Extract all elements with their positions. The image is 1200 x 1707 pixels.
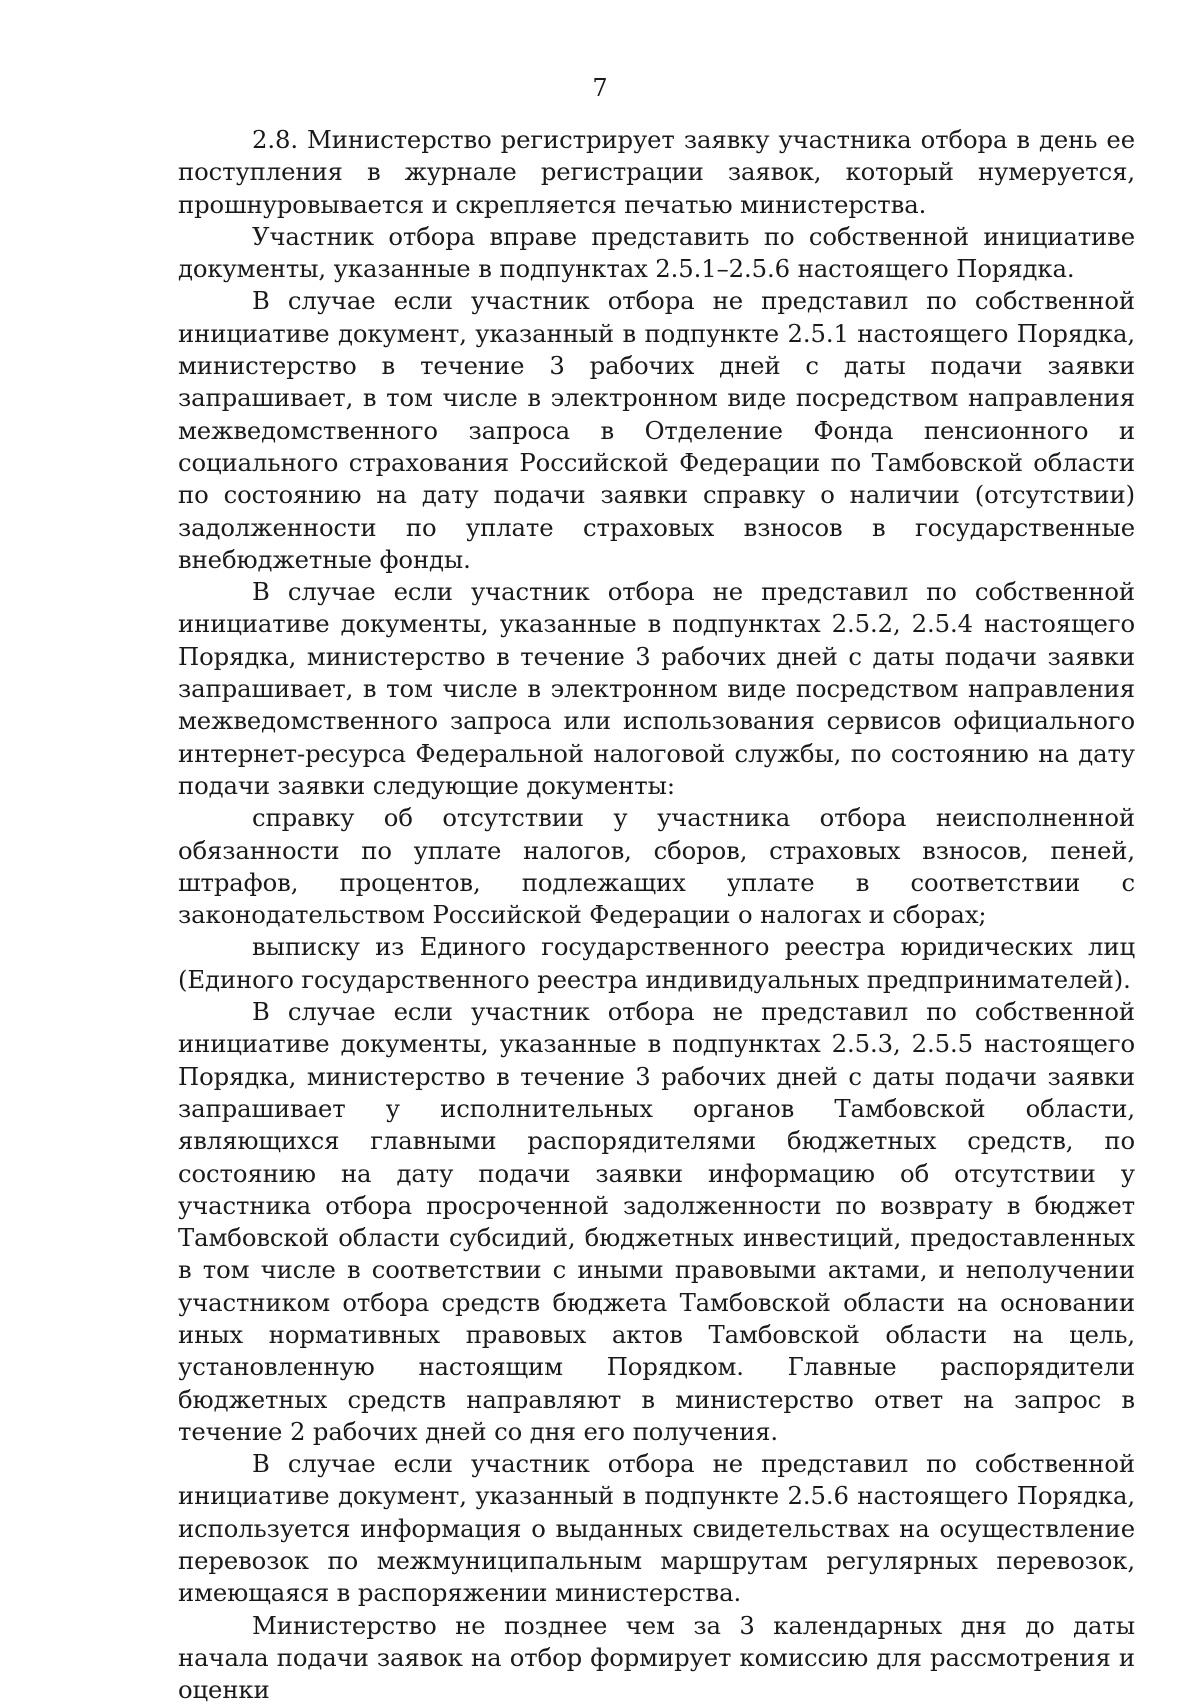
paragraph-transport-certificates: В случае если участник отбора не представил по собственной инициативе документ, указанный в подпункте 2.5.6 настоящего Порядка, используется информация о выданных свидетельствах на осуществление перевозок по межмуниципальным маршрутам регулярных перевозок, имеющаяся в распоряжении министерства.	[178, 1449, 1135, 1608]
paragraph-2-8-registration: 2.8. Министерство регистрирует заявку участника отбора в день ее поступления в журнале регистрации заявок, который нумеруется, прошнуровывается и скрепляется печатью министерства.	[178, 125, 1135, 219]
page-number: 7	[592, 74, 608, 102]
paragraph-pension-fund-request: В случае если участник отбора не представил по собственной инициативе документ, указанный в подпункте 2.5.1 настоящего Порядка, министерство в течение 3 рабочих дней с даты подачи заявки запрашивает, в том числе в электронном виде посредством направления межведомственного запроса в Отделение Фонда пенсионного и социального страхования Российской Федерации по Тамбовской области по состоянию на дату подачи заявки справку о наличии (отсутствии) задолженности по уплате страховых взносов в государственные внебюджетные фонды.	[178, 286, 1135, 574]
list-item-tax-certificate: справку об отсутствии у участника отбора неисполненной обязанности по уплате налогов, сборов, страховых взносов, пеней, штрафов, процентов, подлежащих уплате в соответствии с законодательством Российской Федерации о налогах и сборах;	[178, 803, 1135, 930]
paragraph-budget-debt-request: В случае если участник отбора не представил по собственной инициативе документы, указанные в подпунктах 2.5.3, 2.5.5 настоящего Порядка, министерство в течение 3 рабочих дней с даты подачи заявки запрашивает у исполнительных органов Тамбовской области, являющихся главными распорядителями бюджетных средств, по состоянию на дату подачи заявки информацию об отсутствии у участника отбора просроченной задолженности по возврату в бюджет Тамбовской области субсидий, бюджетных инвестиций, предоставленных в том числе в соответствии с иными правовыми актами, и неполучении участником отбора средств бюджета Тамбовской области на основании иных нормативных правовых актов Тамбовской области на цель, установленную настоящим Порядком. Главные распорядители бюджетных средств направляют в министерство ответ на запрос в течение 2 рабочих дней со дня его получения.	[178, 997, 1135, 1446]
paragraph-own-initiative: Участник отбора вправе представить по собственной инициативе документы, указанные в подпунктах 2.5.1–2.5.6 настоящего Порядка.	[178, 221, 1135, 284]
paragraph-tax-service-request: В случае если участник отбора не представил по собственной инициативе документы, указанные в подпунктах 2.5.2, 2.5.4 настоящего Порядка, министерство в течение 3 рабочих дней с даты подачи заявки запрашивает, в том числе в электронном виде посредством направления межведомственного запроса или использования сервисов официального интернет-ресурса Федеральной налоговой службы, по состоянию на дату подачи заявки следующие документы:	[178, 577, 1135, 800]
list-item-registry-extract: выписку из Единого государственного реестра юридических лиц (Единого государственного реестра индивидуальных предпринимателей).	[178, 932, 1135, 994]
document-body	[178, 124, 1135, 1707]
paragraph-commission-formation: Министерство не позднее чем за 3 календарных дня до даты начала подачи заявок на отбор формирует комиссию для рассмотрения и оценки	[178, 1610, 1135, 1705]
